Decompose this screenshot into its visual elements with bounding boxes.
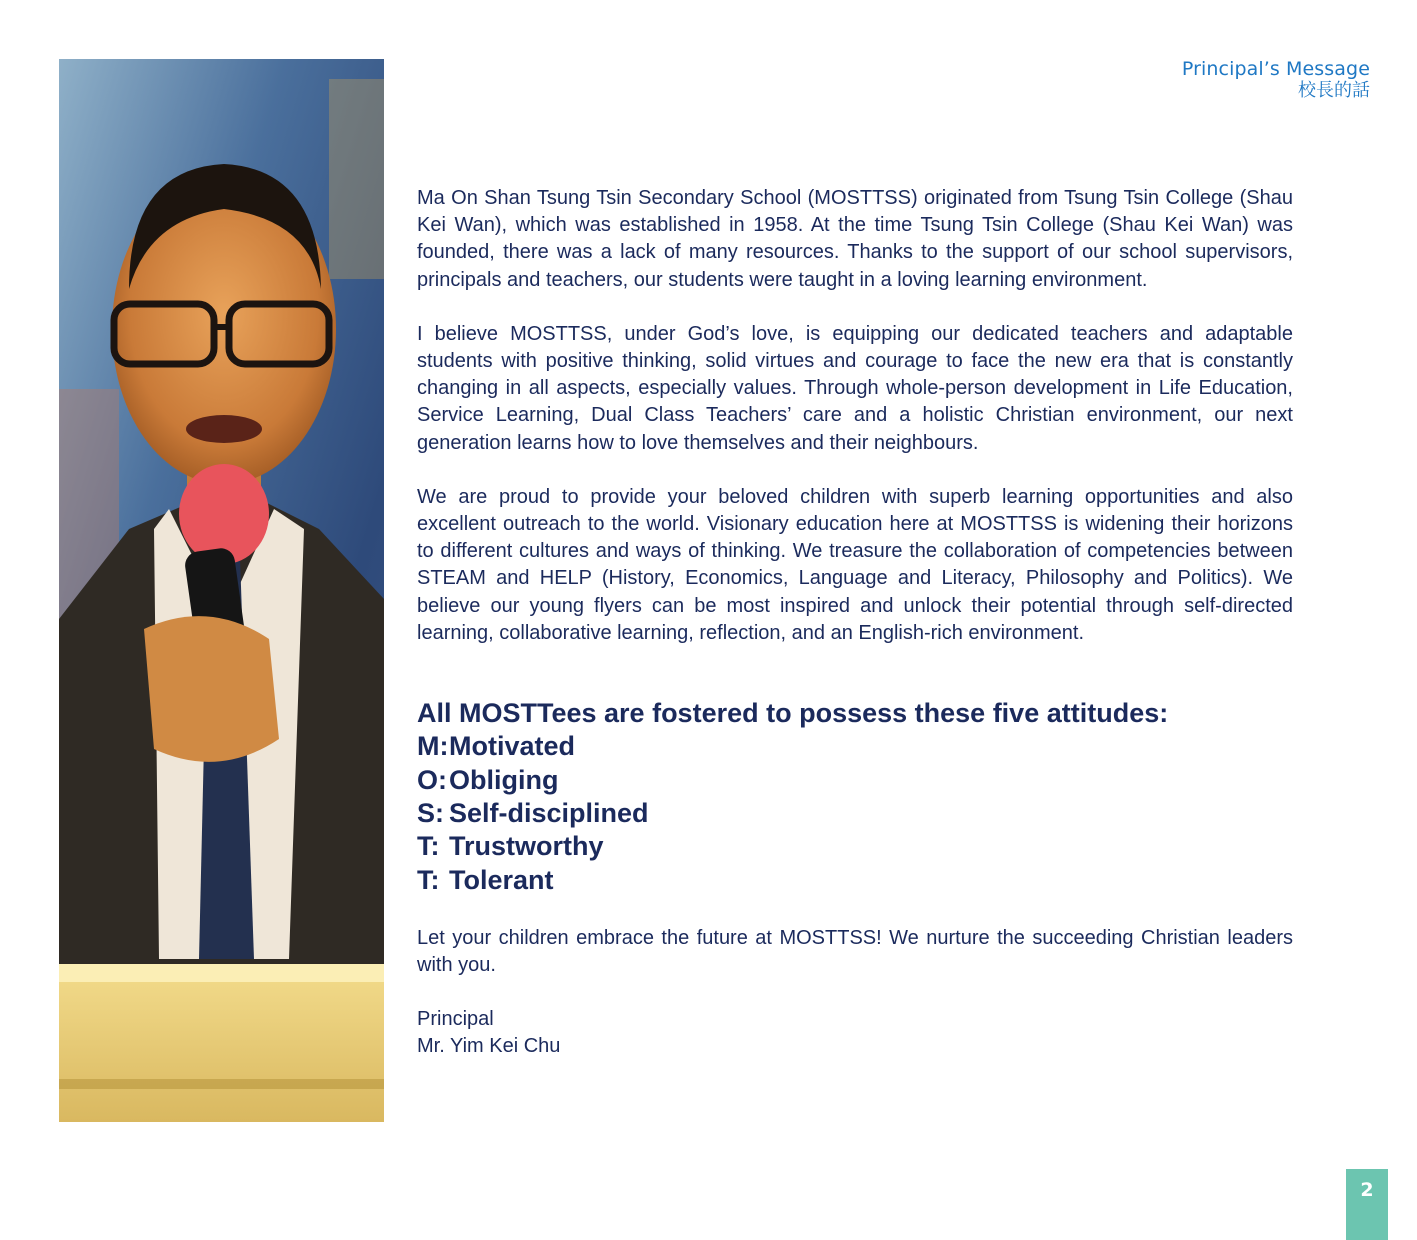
page-number: 2	[1360, 1179, 1374, 1201]
principal-photo	[59, 59, 384, 1122]
paragraph-history: Ma On Shan Tsung Tsin Secondary School (MOSTTSS) originated from Tsung Tsin College (Shau Kei Wan), which was established in 1958. At the time Tsung Tsin College (Shau Kei Wan) was founded, there was a lack of many resources. Thanks to the support of our school supervisors, principals and teachers, our students were taught in a loving learning environment.	[417, 187, 1293, 291]
message-body	[417, 185, 1293, 1061]
page-number-tab	[1346, 1169, 1388, 1240]
attitudes-block	[417, 697, 1293, 897]
signature-name: Mr. Yim Kei Chu	[417, 1035, 561, 1058]
signature-block	[417, 1006, 1293, 1060]
section-title-zh: 校長的話	[1298, 80, 1370, 102]
attitude-word: Motivated	[449, 731, 576, 762]
attitude-item	[417, 730, 1293, 763]
attitude-word: Trustworthy	[449, 831, 604, 862]
attitude-item	[417, 864, 1293, 897]
attitude-item	[417, 764, 1293, 797]
section-header	[1182, 58, 1370, 102]
section-title-en: Principal’s Message	[1181, 58, 1370, 80]
signature-role: Principal	[417, 1008, 494, 1031]
paragraph-belief: I believe MOSTTSS, under God’s love, is equipping our dedicated teachers and adaptable students with positive thinking, solid virtues and courage to face the new era that is constantly changing in all aspects, especially values. Through whole-person development in Life Education, Service Learning, Dual Class Teachers’ care and a holistic Christian environment, our next generation learns how to love themselves and their neighbours.	[417, 322, 1293, 454]
paragraph-opportunities: We are proud to provide your beloved children with superb learning opportunities and also excellent outreach to the world. Visionary education here at MOSTTSS is widening their horizons to different cultures and ways of thinking. We treasure the collaboration of competencies between STEAM and HELP (History, Economics, Language and Literacy, Philosophy and Politics). We believe our young flyers can be most inspired and unlock their potential through self-directed learning, collaborative learning, reflection, and an English-rich environment.	[417, 485, 1293, 644]
principal-photo-illustration	[59, 59, 384, 1122]
attitude-letter: M:	[417, 731, 449, 762]
attitude-letter: S:	[417, 797, 444, 828]
attitude-letter: T:	[417, 864, 440, 895]
attitude-item	[417, 797, 1293, 830]
attitude-word: Tolerant	[449, 864, 554, 895]
attitude-word: Self-disciplined	[449, 797, 649, 828]
attitude-item	[417, 830, 1293, 863]
attitude-letter: O:	[417, 764, 447, 795]
attitude-letter: T:	[417, 831, 440, 862]
closing-paragraph: Let your children embrace the future at MOSTTSS! We nurture the succeeding Christian leaders with you.	[417, 926, 1293, 977]
attitude-word: Obliging	[449, 764, 559, 795]
attitudes-heading: All MOSTTees are fostered to possess these five attitudes:	[417, 698, 1169, 729]
